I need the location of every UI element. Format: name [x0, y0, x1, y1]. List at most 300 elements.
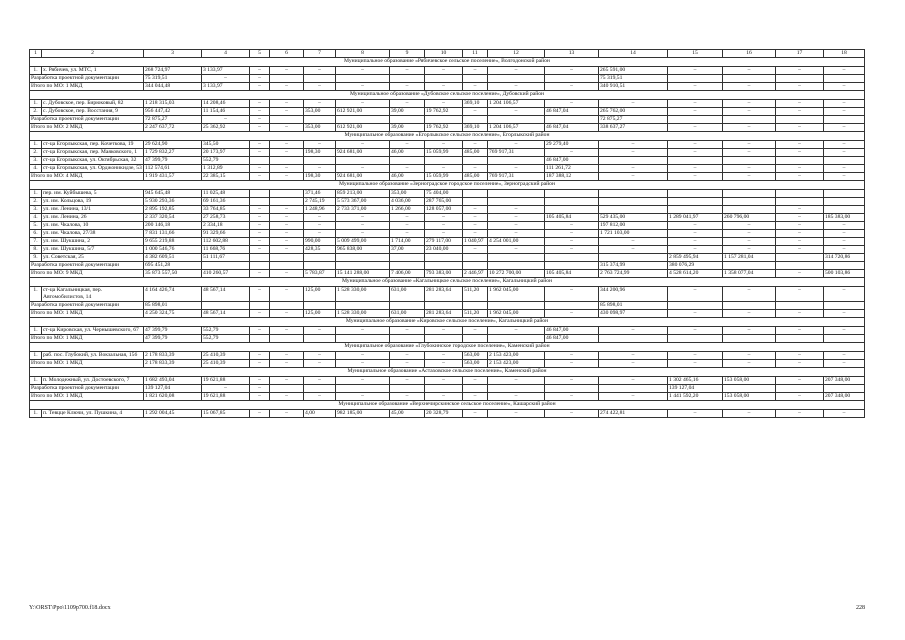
value-cell: 128 057,00 [425, 206, 463, 214]
value-cell: – [390, 165, 425, 173]
value-cell [488, 335, 545, 343]
value-cell [668, 335, 723, 343]
value-cell: 4 254 001,00 [488, 238, 545, 246]
value-cell [824, 75, 865, 83]
value-cell: – [270, 230, 304, 238]
row-number: 9. [30, 254, 42, 262]
value-cell: 552,79 [202, 335, 250, 343]
value-cell: 1 204 106,57 [488, 100, 545, 108]
row-number: 3. [30, 206, 42, 214]
address-cell: ул. им. Шукшина, 5/7 [42, 246, 144, 254]
table-row [30, 100, 865, 108]
value-cell: – [304, 327, 336, 335]
row-number: 2. [30, 149, 42, 157]
value-cell: – [250, 100, 270, 108]
value-cell: 2 895 192,85 [144, 206, 202, 214]
section-heading-row [30, 343, 865, 352]
value-cell: 15 141 288,00 [336, 270, 390, 278]
value-cell [270, 198, 304, 206]
value-cell [425, 302, 463, 310]
value-cell: – [463, 214, 488, 222]
section-title: Муниципальное образование «Кагальницкое сельское поселение», Кагальницкий район [30, 278, 865, 287]
value-cell: – [776, 124, 824, 132]
value-cell: – [304, 393, 336, 401]
value-cell [599, 385, 668, 393]
value-cell: – [425, 230, 463, 238]
value-cell: – [599, 100, 668, 108]
value-cell: – [425, 352, 463, 360]
value-cell [270, 75, 304, 83]
value-cell: – [545, 83, 599, 91]
value-cell: 46,00 [390, 173, 425, 181]
value-cell [824, 206, 865, 214]
value-cell [270, 157, 304, 165]
value-cell: 29 624,90 [144, 141, 202, 149]
value-cell: – [463, 327, 488, 335]
value-cell: – [776, 214, 824, 222]
total-row [30, 360, 865, 368]
value-cell: – [270, 327, 304, 335]
value-cell [776, 254, 824, 262]
value-cell: 111 261,72 [545, 165, 599, 173]
value-cell: – [463, 393, 488, 401]
value-cell: – [250, 310, 270, 318]
value-cell [668, 302, 723, 310]
value-cell [776, 190, 824, 198]
value-cell: – [270, 108, 304, 116]
value-cell [824, 157, 865, 165]
table-row [30, 246, 865, 254]
value-cell: – [250, 287, 270, 302]
value-cell [824, 385, 865, 393]
total-row [30, 393, 865, 401]
value-cell: 1 714,00 [390, 238, 425, 246]
value-cell: – [723, 246, 776, 254]
value-cell: – [824, 141, 865, 149]
value-cell: 198,30 [304, 173, 336, 181]
section-heading-row [30, 401, 865, 410]
value-cell: 1 312,89 [202, 165, 250, 173]
address-cell: с. Дубовское, пер. Восстания, 9 [42, 108, 144, 116]
value-cell [463, 198, 488, 206]
value-cell: 1 040,97 [463, 238, 488, 246]
value-cell: – [668, 222, 723, 230]
value-cell: – [390, 360, 425, 368]
row-number: 1. [30, 100, 42, 108]
value-cell: – [336, 393, 390, 401]
value-cell [304, 335, 336, 343]
value-cell [336, 302, 390, 310]
value-cell: – [304, 377, 336, 385]
value-cell: – [668, 149, 723, 157]
value-cell: 1 682 493,04 [144, 377, 202, 385]
value-cell: 198,30 [304, 149, 336, 157]
register-table [29, 49, 865, 418]
value-cell: – [304, 222, 336, 230]
row-number: 2. [30, 198, 42, 206]
value-cell: – [425, 222, 463, 230]
value-cell: – [425, 67, 463, 75]
value-cell: – [304, 214, 336, 222]
value-cell: 563,00 [463, 352, 488, 360]
value-cell: – [668, 238, 723, 246]
value-cell: – [776, 310, 824, 318]
value-cell [599, 206, 668, 214]
value-cell [304, 262, 336, 270]
value-cell [488, 198, 545, 206]
value-cell [776, 262, 824, 270]
value-cell [723, 206, 776, 214]
value-cell [599, 254, 668, 262]
value-cell [425, 116, 463, 124]
value-cell [425, 262, 463, 270]
value-cell: – [488, 165, 545, 173]
value-cell [304, 254, 336, 262]
row-number: 1. [30, 410, 42, 418]
value-cell: – [270, 222, 304, 230]
value-cell: – [304, 83, 336, 91]
value-cell: – [824, 238, 865, 246]
value-cell: – [250, 385, 270, 393]
table-row [30, 206, 865, 214]
value-cell: – [336, 352, 390, 360]
value-cell: – [776, 67, 824, 75]
value-cell: – [390, 222, 425, 230]
header-cell: 4 [202, 50, 250, 58]
value-cell: – [463, 141, 488, 149]
value-cell: 1 204 106,57 [488, 124, 545, 132]
value-cell: 1 441 592,20 [668, 393, 723, 401]
value-cell: 14 208,46 [202, 100, 250, 108]
value-cell: 20 328,79 [425, 410, 463, 418]
value-cell: – [668, 100, 723, 108]
total-label: Итого по МО: 1 МКД [30, 310, 144, 318]
value-cell [545, 190, 599, 198]
section-title: Муниципальное образование «Егорлыкское сельское поселение», Егорлыкский район [30, 132, 865, 141]
value-cell: 793 383,00 [425, 270, 463, 278]
design-docs-label: Разработка проектной документации [30, 116, 144, 124]
value-cell: – [425, 83, 463, 91]
value-cell [425, 385, 463, 393]
value-cell [390, 385, 425, 393]
address-cell: п. Молодежный, ул. Достоевского, 7 [42, 377, 144, 385]
value-cell: – [390, 141, 425, 149]
value-cell: – [545, 230, 599, 238]
value-cell: – [824, 165, 865, 173]
value-cell: – [723, 67, 776, 75]
value-cell: – [776, 246, 824, 254]
value-cell [776, 75, 824, 83]
value-cell: – [599, 246, 668, 254]
value-cell: 4 528 614,20 [668, 270, 723, 278]
value-cell: – [599, 327, 668, 335]
value-cell: – [599, 165, 668, 173]
value-cell: 25 362,92 [202, 124, 250, 132]
value-cell: 3 133,97 [202, 67, 250, 75]
value-cell [723, 198, 776, 206]
value-cell: 631,00 [390, 310, 425, 318]
value-cell [723, 335, 776, 343]
value-cell: – [304, 165, 336, 173]
value-cell [488, 75, 545, 83]
value-cell: 695 451,28 [144, 262, 202, 270]
header-cell: 14 [599, 50, 668, 58]
value-cell: 990,00 [304, 238, 336, 246]
value-cell: – [250, 393, 270, 401]
value-cell [668, 75, 723, 83]
value-cell: – [202, 75, 250, 83]
value-cell: – [488, 230, 545, 238]
value-cell: – [668, 352, 723, 360]
value-cell: 2 153 423,00 [488, 360, 545, 368]
value-cell: – [599, 360, 668, 368]
value-cell: – [250, 410, 270, 418]
value-cell [723, 302, 776, 310]
value-cell: – [425, 165, 463, 173]
value-cell: – [270, 206, 304, 214]
value-cell: – [336, 100, 390, 108]
value-cell: – [488, 67, 545, 75]
value-cell: 369,10 [463, 100, 488, 108]
total-row [30, 335, 865, 343]
value-cell: 1 528 330,00 [336, 287, 390, 302]
value-cell [336, 385, 390, 393]
value-cell: – [463, 165, 488, 173]
value-cell: – [250, 116, 270, 124]
value-cell: 353,00 [304, 108, 336, 116]
value-cell: 185 383,00 [824, 214, 865, 222]
design-docs-row [30, 116, 865, 124]
address-cell: пер. им. Куйбышева, 5 [42, 190, 144, 198]
address-cell: х. Рябичев, ул. МТС, 1 [42, 67, 144, 75]
header-cell: 2 [42, 50, 144, 58]
value-cell: 187 388,12 [545, 173, 599, 181]
value-cell [250, 262, 270, 270]
value-cell: – [488, 214, 545, 222]
total-label: Итого по МО: 2 МКД [30, 124, 144, 132]
value-cell: 353,00 [390, 190, 425, 198]
value-cell: – [250, 222, 270, 230]
value-cell: 4 382 609,51 [144, 254, 202, 262]
value-cell: – [390, 67, 425, 75]
value-cell: – [463, 222, 488, 230]
header-cell: 10 [425, 50, 463, 58]
value-cell: – [545, 377, 599, 385]
value-cell: – [390, 352, 425, 360]
value-cell: – [425, 214, 463, 222]
value-cell: 112 574,61 [144, 165, 202, 173]
value-cell: 965 838,00 [336, 246, 390, 254]
value-cell [304, 385, 336, 393]
value-cell: 39,00 [390, 108, 425, 116]
value-cell: 1 218 315,03 [144, 100, 202, 108]
table-row [30, 214, 865, 222]
value-cell: – [270, 173, 304, 181]
total-label: Итого по МО: 1 МКД [30, 83, 144, 91]
value-cell: 1 157 281,04 [723, 254, 776, 262]
value-cell: – [668, 410, 723, 418]
value-cell: – [545, 238, 599, 246]
value-cell [723, 75, 776, 83]
value-cell: 35 873 557,50 [144, 270, 202, 278]
total-label: Итого по МО: 4 МКД [30, 173, 144, 181]
value-cell [250, 302, 270, 310]
value-cell: 9 655 219,88 [144, 238, 202, 246]
table-row [30, 352, 865, 360]
design-docs-label: Разработка проектной документации [30, 75, 144, 83]
section-title: Муниципальное образование «Верхнечирскинское сельское поселение», Кашарский район [30, 401, 865, 410]
value-cell: 72 875,27 [144, 116, 202, 124]
value-cell: – [668, 287, 723, 302]
value-cell: 200 146,18 [144, 222, 202, 230]
value-cell: – [463, 410, 488, 418]
value-cell: 69 161,36 [202, 198, 250, 206]
value-cell [270, 302, 304, 310]
value-cell [599, 190, 668, 198]
value-cell [488, 302, 545, 310]
value-cell [425, 254, 463, 262]
value-cell: 552,79 [202, 157, 250, 165]
value-cell: – [390, 393, 425, 401]
value-cell: 27 258,73 [202, 214, 250, 222]
value-cell [202, 302, 250, 310]
value-cell: – [250, 173, 270, 181]
value-cell: – [776, 165, 824, 173]
section-title: Муниципальное образование «Дубовское сельское поселение», Дубовский район [30, 91, 865, 100]
value-cell: 338 637,27 [599, 124, 668, 132]
value-cell: 511,20 [463, 310, 488, 318]
value-cell: 3 133,97 [202, 83, 250, 91]
value-cell: – [202, 385, 250, 393]
value-cell: 19 621,88 [202, 393, 250, 401]
value-cell: 125,00 [304, 287, 336, 302]
value-cell: 15 067,85 [202, 410, 250, 418]
value-cell: – [336, 141, 390, 149]
value-cell [545, 302, 599, 310]
value-cell: – [599, 393, 668, 401]
value-cell: 2 745,19 [304, 198, 336, 206]
value-cell: 15 059,99 [425, 173, 463, 181]
section-title: Муниципальное образование «Рябичевское сельское поселение», Волгодонской район [30, 58, 865, 67]
table-row [30, 287, 865, 302]
value-cell: 281 283,64 [425, 287, 463, 302]
value-cell [463, 75, 488, 83]
address-cell: ст-ца Кагальницкая, пер. Автомобилистов, 14 [42, 287, 144, 302]
value-cell [488, 254, 545, 262]
value-cell: – [824, 124, 865, 132]
value-cell: 485,00 [463, 173, 488, 181]
value-cell: 39,00 [390, 124, 425, 132]
value-cell [824, 198, 865, 206]
value-cell: 75 319,51 [144, 75, 202, 83]
value-cell: – [776, 141, 824, 149]
value-cell: – [250, 124, 270, 132]
value-cell: – [723, 100, 776, 108]
value-cell: – [723, 222, 776, 230]
value-cell: – [668, 173, 723, 181]
value-cell: – [723, 327, 776, 335]
value-cell [336, 254, 390, 262]
value-cell: – [723, 310, 776, 318]
value-cell: – [336, 327, 390, 335]
value-cell [463, 157, 488, 165]
value-cell: 1 292 004,45 [144, 410, 202, 418]
header-cell: 15 [668, 50, 723, 58]
address-cell: с. Дубовское, пер. Бирюковый, 82 [42, 100, 144, 108]
value-cell [776, 385, 824, 393]
value-cell: 274 422,81 [599, 410, 668, 418]
value-cell [390, 254, 425, 262]
total-row [30, 83, 865, 91]
value-cell [336, 157, 390, 165]
value-cell: – [776, 222, 824, 230]
value-cell: – [250, 377, 270, 385]
value-cell [488, 262, 545, 270]
address-cell: ул. им. Шукшина, 2 [42, 238, 144, 246]
value-cell [463, 335, 488, 343]
value-cell: – [723, 173, 776, 181]
value-cell: 125,00 [304, 310, 336, 318]
row-number: 1. [30, 141, 42, 149]
value-cell: – [425, 100, 463, 108]
value-cell [304, 302, 336, 310]
value-cell: – [270, 165, 304, 173]
value-cell [824, 262, 865, 270]
design-docs-row [30, 262, 865, 270]
value-cell [390, 262, 425, 270]
value-cell: – [390, 100, 425, 108]
value-cell: – [270, 377, 304, 385]
value-cell [390, 335, 425, 343]
row-number: 8. [30, 246, 42, 254]
value-cell: 956 447,42 [144, 108, 202, 116]
value-cell: 85 898,01 [144, 302, 202, 310]
value-cell: – [723, 287, 776, 302]
value-cell: – [824, 108, 865, 116]
value-cell [545, 385, 599, 393]
value-cell: – [824, 246, 865, 254]
row-number: 4. [30, 214, 42, 222]
value-cell: – [250, 246, 270, 254]
table-row [30, 190, 865, 198]
value-cell: 105 405,84 [545, 270, 599, 278]
value-cell [463, 262, 488, 270]
value-cell: – [824, 149, 865, 157]
value-cell: – [488, 327, 545, 335]
value-cell: – [668, 246, 723, 254]
value-cell [776, 302, 824, 310]
value-cell [270, 254, 304, 262]
value-cell: 51 111,67 [202, 254, 250, 262]
value-cell: 1 821 620,08 [144, 393, 202, 401]
value-cell: 75 404,00 [425, 190, 463, 198]
value-cell: 46,00 [390, 149, 425, 157]
value-cell [668, 157, 723, 165]
value-cell [425, 335, 463, 343]
value-cell: 612 921,00 [336, 124, 390, 132]
value-cell: – [270, 214, 304, 222]
address-cell: ст-ца Егорлыкская, пер. Кочеткова, 19 [42, 141, 144, 149]
value-cell: – [463, 83, 488, 91]
value-cell: 1 289 041,97 [668, 214, 723, 222]
value-cell [545, 206, 599, 214]
total-row [30, 310, 865, 318]
value-cell [425, 157, 463, 165]
value-cell [270, 116, 304, 124]
row-number: 5. [30, 222, 42, 230]
address-cell: ул. им. Чкалова, 27/38 [42, 230, 144, 238]
value-cell: 345,50 [202, 141, 250, 149]
